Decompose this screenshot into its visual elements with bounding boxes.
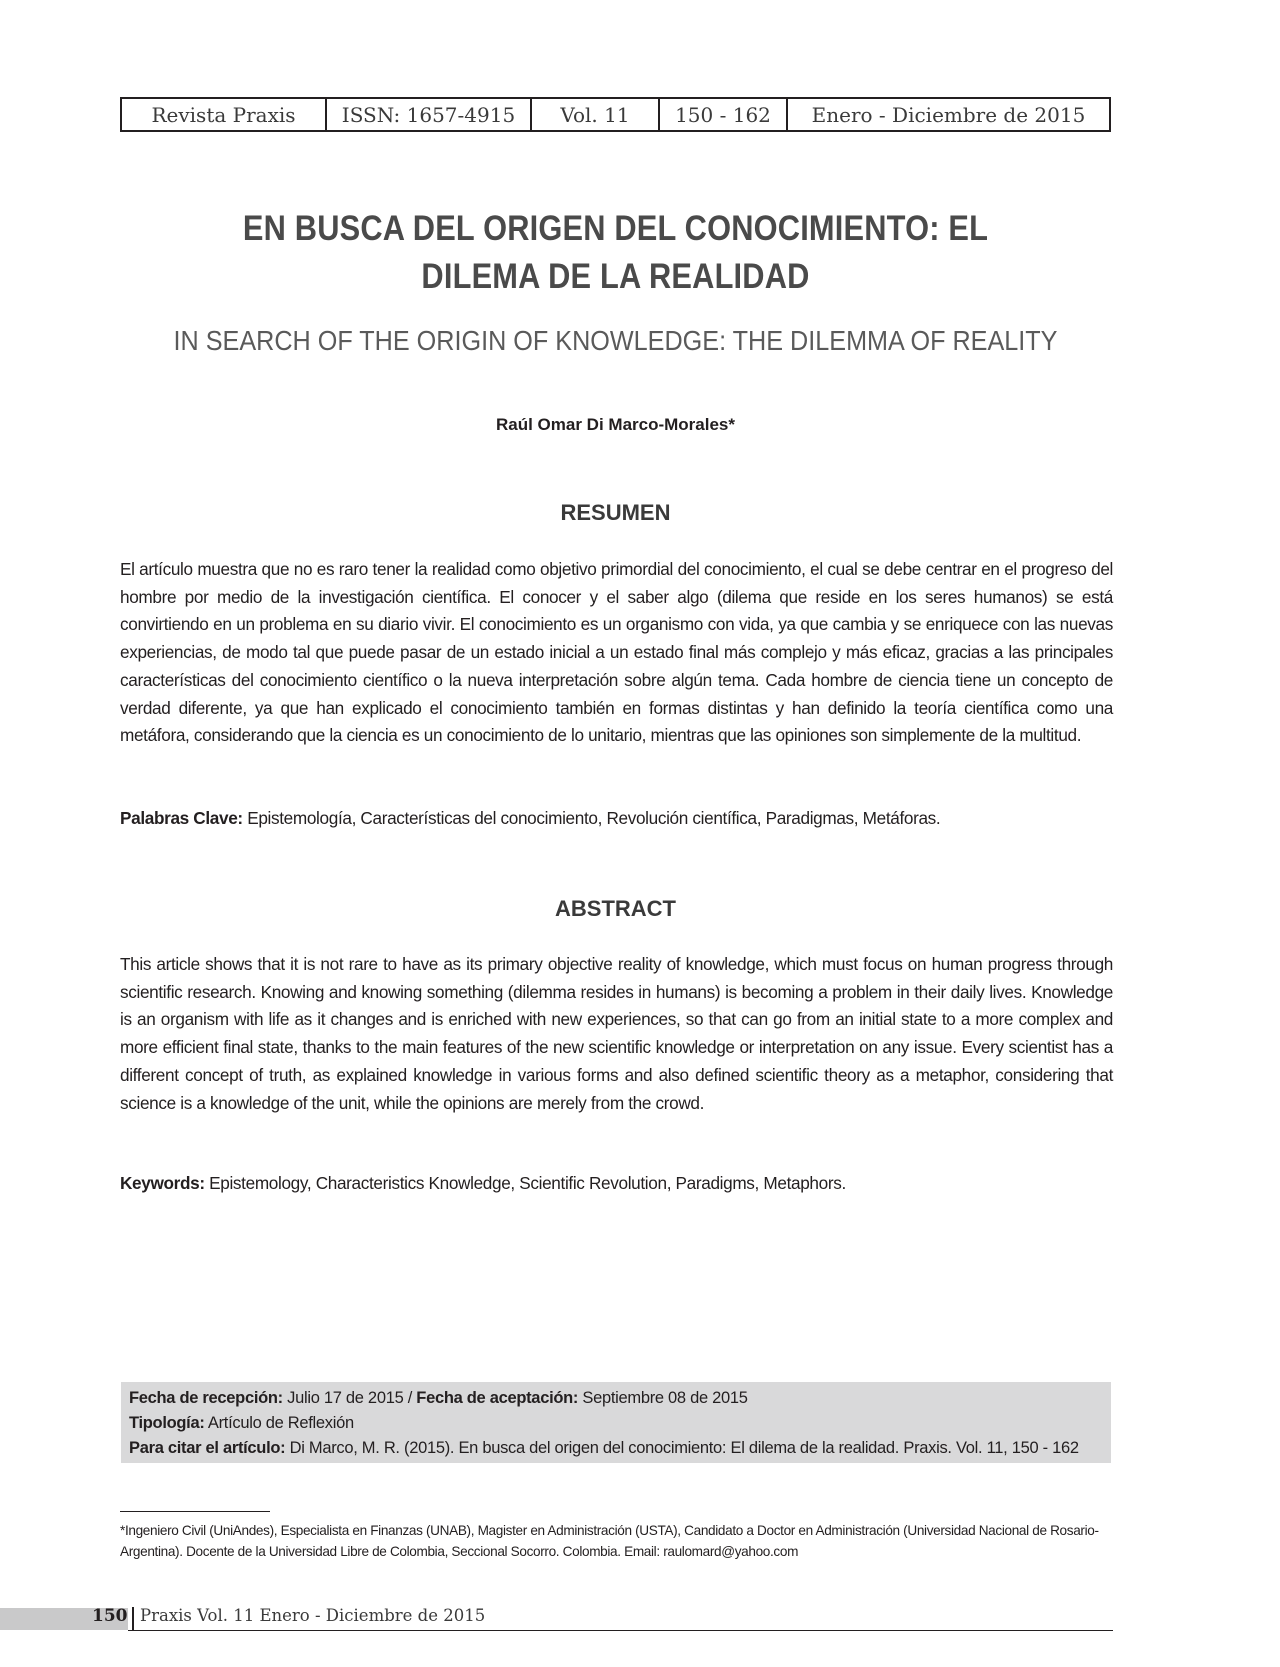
footer-rule	[128, 1630, 1113, 1631]
author-footnote: *Ingeniero Civil (UniAndes), Especialista en Finanzas (UNAB), Magister en Administración (USTA), Candidato a Doctor en Administración (Universidad Nacional de Rosario-Argentina). Docente de la Universidad Libre de Colombia, Seccional Socorro. Colombia. Email: raulomard@yahoo.com	[120, 1523, 1099, 1559]
header-issn: ISSN: 1657-4915	[327, 99, 532, 130]
resumen-keywords	[120, 808, 1113, 829]
article-title: EN BUSCA DEL ORIGEN DEL CONOCIMIENTO: EL DILEMA DE LA REALIDAD	[242, 209, 989, 296]
header-journal: Revista Praxis	[122, 99, 327, 130]
type-value: Artículo de Reflexión	[204, 1414, 354, 1432]
accepted-date: Septiembre 08 de 2015	[578, 1389, 748, 1407]
article-author: Raúl Omar Di Marco-Morales*	[495, 415, 735, 434]
header-pages: 150 - 162	[660, 99, 788, 130]
received-label: Fecha de recepción:	[129, 1389, 283, 1407]
abstract-keywords-list: Epistemology, Characteristics Knowledge, Scientific Revolution, Paradigms, Metaphors.	[204, 1173, 846, 1193]
footnote-rule	[120, 1511, 270, 1512]
cite-value: Di Marco, M. R. (2015). En busca del origen del conocimiento: El dilema de la realidad. Praxis. Vol. 11, 150 - 162	[285, 1439, 1079, 1457]
info-citation	[129, 1436, 1103, 1461]
accepted-label: Fecha de aceptación:	[416, 1389, 579, 1407]
header-volume: Vol. 11	[532, 99, 660, 130]
article-title-english: IN SEARCH OF THE ORIGIN OF KNOWLEDGE: THE DILEMMA OF REALITY	[173, 325, 1058, 356]
journal-header-table	[120, 97, 1111, 132]
footer-page-number: 150	[92, 1606, 128, 1626]
abstract-text: This article shows that it is not rare to have as its primary objective reality of knowledge, which must focus on human progress through scientific research. Knowing and knowing something (dilemma resides in humans) is becoming a problem in their daily lives. Knowledge is an organism with life as it changes and is enriched with new experiences, so that can go from an initial state to a more complex and more efficient final state, thanks to the main features of the new scientific knowledge or interpretation on any issue. Every scientist has a different concept of truth, as explained knowledge in various forms and also defined scientific theory as a metaphor, considering that science is a knowledge of the unit, while the opinions are merely from the crowd.	[120, 954, 1113, 1113]
article-info-box	[121, 1382, 1111, 1463]
footer-separator	[132, 1607, 134, 1631]
abstract-keywords-label: Keywords:	[120, 1173, 205, 1193]
footer-running-text: Praxis Vol. 11 Enero - Diciembre de 2015	[140, 1606, 486, 1625]
info-type	[129, 1411, 1103, 1436]
resumen-text: El artículo muestra que no es raro tener la realidad como objetivo primordial del conocimiento, el cual se debe centrar en el progreso del hombre por medio de la investigación científica. El conocer y el saber algo (dilema que reside en los seres humanos) se está convirtiendo en un problema en su diario vivir. El conocimiento es un organismo con vida, ya que cambia y se enriquece con las nuevas experiencias, de modo tal que puede pasar de un estado inicial a un estado final más complejo y más eficaz, gracias a las principales características del conocimiento científico o la nueva interpretación sobre algún tema. Cada hombre de ciencia tiene un concepto de verdad diferente, ya que han explicado el conocimiento también en formas distintas y han definido la teoría científica como una metáfora, considerando que la ciencia es un conocimiento de lo unitario, mientras que las opiniones son simplemente de la multitud.	[120, 559, 1113, 746]
received-date: Julio 17 de 2015 /	[282, 1389, 417, 1407]
type-label: Tipología:	[129, 1414, 205, 1432]
info-dates	[129, 1386, 1103, 1411]
resumen-keywords-label: Palabras Clave:	[120, 808, 243, 828]
abstract-keywords	[120, 1173, 1113, 1194]
abstract-heading: ABSTRACT	[555, 896, 676, 921]
header-period: Enero - Diciembre de 2015	[811, 102, 1086, 127]
resumen-keywords-list: Epistemología, Características del conocimiento, Revolución científica, Paradigmas, Metáforas.	[242, 808, 941, 828]
resumen-heading: RESUMEN	[560, 500, 671, 525]
cite-label: Para citar el artículo:	[129, 1439, 286, 1457]
